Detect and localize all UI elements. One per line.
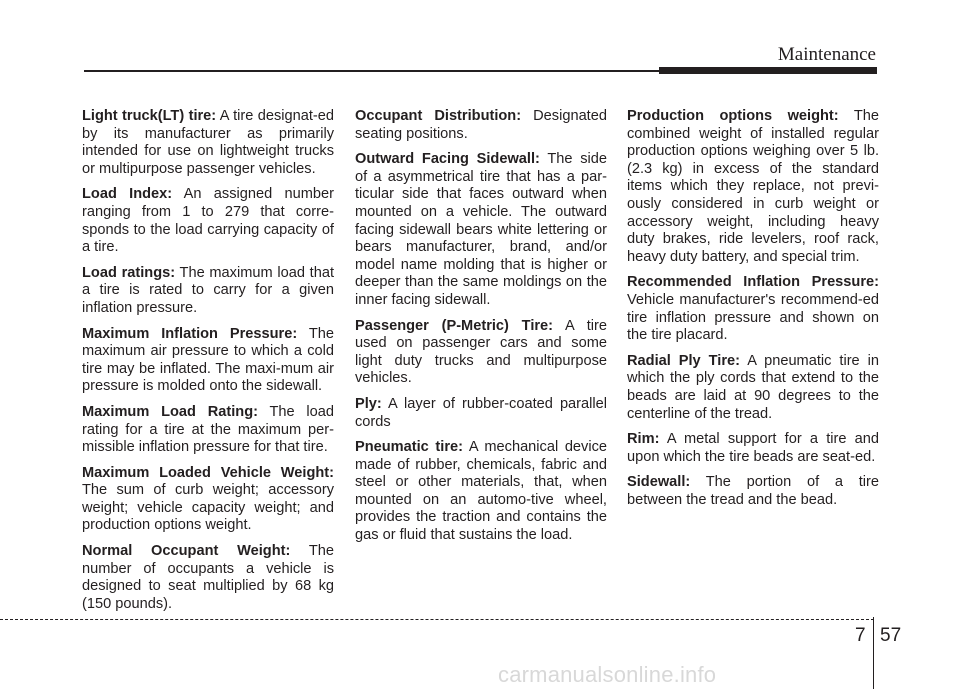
glossary-entry-recommended-inflation-pressure: [627, 274, 879, 344]
glossary-definition: A metal support for a tire and upon which the tire beads are seat-ed.: [627, 431, 880, 465]
glossary-term: Ply:: [355, 395, 382, 412]
glossary-definition: A mechanical device made of rubber, chemicals, fabric and steel or other materials, that, when mounted on an automo-tive wheel, provides the traction and contains the gas or fluid that sustains the load.: [355, 439, 608, 544]
glossary-entry-occupant-distribution: [355, 108, 607, 143]
section-title: Maintenance: [777, 44, 876, 65]
glossary-term: Maximum Inflation Pressure:: [82, 325, 298, 342]
glossary-definition: A pneumatic tire in which the ply cords that extend to the beads are laid at 90 degrees to the centerline of the tread.: [627, 352, 880, 422]
glossary-definition: The side of a asymmetrical tire that has a par-ticular side that faces outward when mounted on a vehicle. The outward facing sidewall bears white lettering or bears manufacturer, brand, and/or model name molding that is higher or deeper than the same moldings on the inner facing sidewall.: [355, 151, 607, 308]
glossary-definition: The maximum load that a tire is rated to carry for a given inflation pressure.: [82, 264, 334, 316]
glossary-term: Light truck(LT) tire:: [82, 108, 217, 124]
glossary-term: Maximum Load Rating:: [82, 403, 258, 420]
glossary-entry-load-ratings: [82, 265, 334, 318]
glossary-entry-max-load-rating: [82, 404, 334, 457]
glossary-term: Sidewall:: [627, 474, 691, 491]
glossary-entry-load-index: [82, 186, 334, 256]
glossary-definition: A layer of rubber-coated parallel cords: [355, 395, 607, 430]
header-rule-thick: [659, 67, 877, 74]
glossary-term: Load ratings:: [82, 264, 176, 281]
header-rule: [84, 70, 659, 72]
column-1: [82, 108, 334, 621]
footer-rule: [0, 619, 874, 620]
glossary-term: Passenger (P-Metric) Tire:: [355, 317, 554, 334]
glossary-term: Outward Facing Sidewall:: [355, 151, 540, 168]
glossary-term: Rim:: [627, 431, 660, 448]
glossary-entry-pneumatic-tire: [355, 439, 607, 545]
glossary-entry-radial-ply-tire: [627, 353, 879, 423]
glossary-term: Radial Ply Tire:: [627, 352, 741, 369]
glossary-term: Maximum Loaded Vehicle Weight:: [82, 464, 334, 481]
chapter-number: 7: [855, 625, 866, 646]
glossary-entry-sidewall: [627, 474, 879, 509]
column-3: [627, 108, 879, 517]
watermark: carmanualsonline.info: [498, 662, 717, 687]
glossary-entry-rim: [627, 431, 879, 466]
glossary-term: Production options weight:: [627, 108, 839, 124]
glossary-definition: The load rating for a tire at the maximum per-missible inflation pressure for that tire.: [82, 403, 334, 456]
glossary-definition: The sum of curb weight; accessory weight; vehicle capacity weight; and production options weight.: [82, 482, 334, 534]
page-number: 57: [880, 625, 902, 646]
glossary-definition: An assigned number ranging from 1 to 279 that corre-sponds to the load carrying capacity of a tire.: [82, 186, 334, 256]
glossary-entry-light-truck-tire: [82, 108, 334, 178]
glossary-definition: Vehicle manufacturer's recommend-ed tire inflation pressure and shown on the tire placard.: [627, 291, 879, 344]
glossary-term: Load Index:: [82, 186, 173, 203]
glossary-entry-production-options-weight: [627, 108, 879, 266]
glossary-definition: The combined weight of installed regular production options weighing over 5 lb.(2.3 kg) in excess of the standard items which they replace, not previ-ously considered in curb weight or accessory weight, including heavy duty brakes, ride levelers, roof rack, heavy duty battery, and special trim.: [627, 108, 879, 265]
glossary-definition: The maximum air pressure to which a cold tire may be inflated. The maxi-mum air pressure is molded onto the sidewall.: [82, 325, 334, 395]
glossary-entry-max-loaded-vehicle-weight: [82, 465, 334, 535]
footer-divider: [873, 617, 874, 689]
column-2: [355, 108, 607, 553]
glossary-definition: The number of occupants a vehicle is designed to seat multiplied by 68 kg (150 pounds).: [82, 543, 334, 612]
glossary-definition: Designated seating positions.: [355, 108, 607, 142]
glossary-definition: A tire used on passenger cars and some light duty trucks and multipurpose vehicles.: [355, 317, 608, 387]
glossary-entry-passenger-tire: [355, 318, 607, 388]
glossary-entry-max-inflation-pressure: [82, 326, 334, 396]
glossary-definition: The portion of a tire between the tread and the bead.: [627, 474, 879, 508]
glossary-definition: A tire designat-ed by its manufacturer as primarily intended for use on lightweight trucks or multipurpose passenger vehicles.: [82, 108, 334, 177]
glossary-term: Occupant Distribution:: [355, 108, 522, 124]
glossary-entry-normal-occupant-weight: [82, 543, 334, 613]
glossary-entry-outward-facing-sidewall: [355, 151, 607, 309]
glossary-term: Normal Occupant Weight:: [82, 543, 291, 560]
glossary-entry-ply: [355, 396, 607, 431]
glossary-term: Recommended Inflation Pressure:: [627, 274, 879, 291]
glossary-term: Pneumatic tire:: [355, 439, 463, 456]
